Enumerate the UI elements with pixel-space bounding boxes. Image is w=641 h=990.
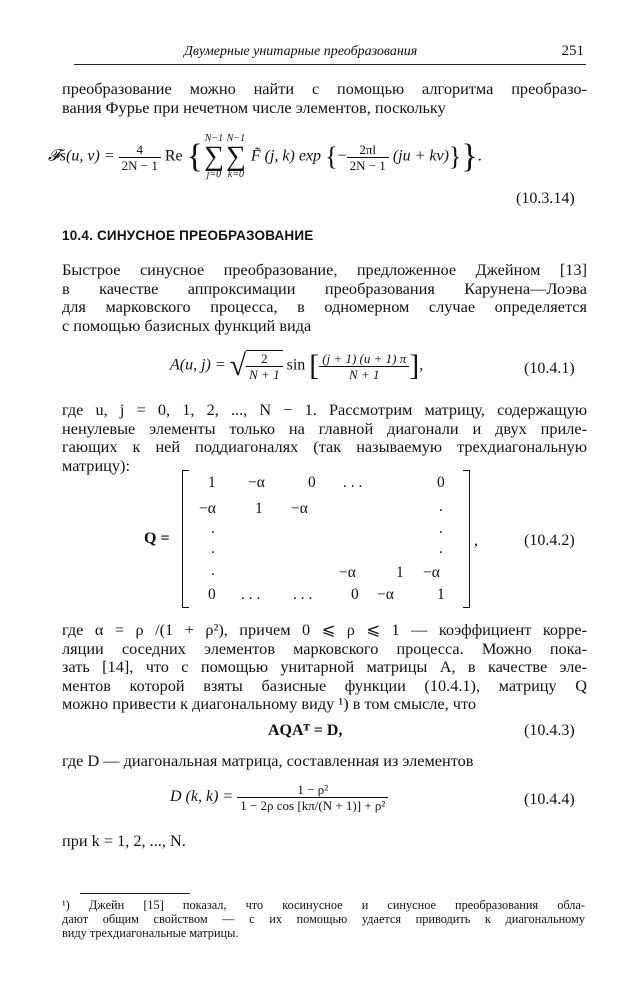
matrix-cell: 0 [437,474,445,491]
fraction-denominator: 2N − 1 [121,157,158,173]
text-line: можно привести к диагональному виду ¹) в том смысле, что [62,694,476,714]
matrix-cell: . [211,562,215,579]
sum-upper-limit: N−1 [226,133,246,144]
footnote-rule [80,893,190,894]
fraction-numerator: 4 [119,142,161,158]
summand: F̃ (j, k) exp [250,147,322,165]
matrix-cell: −α [423,564,440,581]
sqrt-fraction [246,350,282,382]
sin-argument [319,351,409,382]
footnote-line: ¹) Джейн [15] показал, что косинусное и синусное преобразования обла- [62,898,585,912]
right-brace: } [461,138,478,175]
matrix-cell: . [211,520,215,537]
equation-number: (10.4.3) [524,722,575,739]
page-number: 251 [561,43,584,59]
right-bracket: ] [409,349,420,382]
paragraph-2 [62,401,587,475]
matrix-cell: 1 [437,586,445,603]
sum-j [204,134,224,180]
fraction-numerator: 2πl [347,142,389,158]
exp-fraction [347,142,389,173]
sum-upper-limit: N−1 [204,133,224,144]
eq-lhs: 𝓕s(u, v) = [48,147,115,165]
exp-tail: (ju + kv) [392,147,449,165]
fraction-denominator: 1 − 2ρ cos [kπ/(N + 1)] + ρ² [240,798,386,813]
paragraph-3 [62,621,587,714]
text-line: ментов которой взяты базисные функции (10.4.1), матрицу Q [62,675,587,695]
matrix-cell: . [439,540,443,557]
intro-paragraph [62,80,587,117]
matrix-cell: 0 [208,586,216,603]
text-line: ляции соседних элементов марковского процесса. Можно пока- [62,638,587,658]
eq-lhs: D (k, k) = [170,788,234,806]
equation-10-4-4 [170,782,388,813]
text-line: где u, j = 0, 1, 2, ..., N − 1. Рассмотрим матрицу, содержащую [62,400,587,419]
fraction-numerator: (j + 1) (u + 1) π [319,351,409,367]
fraction-denominator: N + 1 [249,367,280,382]
matrix-cell: −α [248,474,265,491]
text-line: для марковского процесса, в одномерном случае определяется [62,297,587,317]
text-line: вания Фурье при нечетном числе элементов, поскольку [62,97,446,117]
fraction [237,782,388,813]
footnote-line: виду трехдиагональные матрицы. [62,926,239,940]
matrix-cell: −α [377,586,394,603]
sigma-icon: ∑ [225,141,246,172]
matrix-cell: −α [339,564,356,581]
paragraph-4 [62,752,587,771]
paragraph-5 [62,832,587,851]
paragraph-1 [62,261,587,335]
fraction-numerator: 1 − ρ² [237,782,388,798]
fraction-denominator: 2N − 1 [349,157,386,173]
matrix-q [182,470,470,608]
equation-10-3-14: 𝓕s(u, v) = $\frac{4}{2N - 1}$ Re { N−1 ∑ j=0N−1 ∑ k=0 F̃ (j, k) exp {− $\frac{2\pi l}{2N - 1}$ (ju + kv)}}. [48,133,482,180]
matrix-cell: . [439,520,443,537]
equation-number: (10.4.1) [524,360,575,377]
text-line: зать [14], что с помощью унитарной матрицы A, в качестве эле- [62,657,587,677]
sigma-icon: ∑ [203,141,224,172]
matrix-label: Q = [144,530,170,547]
text-line: Быстрое синусное преобразование, предложенное Джейном [13] [62,260,587,279]
matrix-cell: 1 [208,474,216,491]
text-line: с помощью базисных функций вида [62,315,312,335]
equation-number: (10.4.4) [524,791,575,808]
matrix-cell: . [211,540,215,557]
matrix-cell: . . . [343,474,363,491]
sqrt-icon: √ [229,349,247,382]
header-title: Двумерные унитарные преобразования [184,44,418,59]
sin-operator: sin [286,356,306,374]
matrix-cell: 0 [308,474,316,491]
text-line: ненулевые элементы только на главной диагонали и двух приле- [62,418,587,438]
sum-lower-limit: j=0 [206,169,222,180]
fraction-numerator: 2 [246,351,282,367]
matrix-cell: . [439,498,443,515]
sum-k [226,134,246,180]
running-header [74,40,586,65]
section-heading: 10.4. СИНУСНОЕ ПРЕОБРАЗОВАНИЕ [62,228,314,243]
matrix-cell: . . . [241,586,261,603]
text-line: преобразование можно найти с помощью алгоритма преобразо- [62,79,587,98]
left-brace: { [186,138,203,175]
footnote [62,898,585,940]
text-line: в качестве аппроксимации преобразования Карунена—Лоэва [62,278,587,298]
matrix-comma: , [474,532,478,549]
equation-number: (10.4.2) [524,532,575,549]
text-line: где α = ρ /(1 + ρ²), причем 0 ⩽ ρ ⩽ 1 — коэффициент корре- [62,620,587,639]
inner-right-brace: } [448,142,462,171]
left-bracket: [ [309,349,320,382]
text-line: гающих к ней поддиагоналях (так называемую трехдиагональную [62,437,587,457]
fraction-denominator: N + 1 [349,366,380,382]
matrix-cell: . . . [293,586,313,603]
eq-lhs: A(u, j) = [170,356,226,374]
matrix-cell: 1 [396,564,404,581]
footnote-line: дают общим свойством — с их помощью удается приводить к диагональному [62,912,585,926]
text-line: где D — диагональная матрица, составленная из элементов [62,751,474,770]
text-line: при k = 1, 2, ..., N. [62,831,186,850]
fraction [119,142,161,173]
sum-lower-limit: k=0 [227,169,244,180]
text-line: матрицу): [62,455,130,475]
matrix-cell: −α [291,500,308,517]
inner-left-brace: { [325,142,338,171]
matrix-cell: 1 [255,500,263,517]
equation-number: (10.3.14) [516,190,575,207]
equation-10-4-3: AQAᵀ = D, [268,722,343,739]
equation-10-4-1: A(u, j) = √ $\frac{2}{N + 1}$ sin [ $\frac{(j + 1) (u + 1) \pi}{N + 1}$ ], [170,349,424,382]
matrix-cell: 0 [351,586,359,603]
matrix-cell: −α [199,500,216,517]
re-operator: Re [164,147,183,165]
